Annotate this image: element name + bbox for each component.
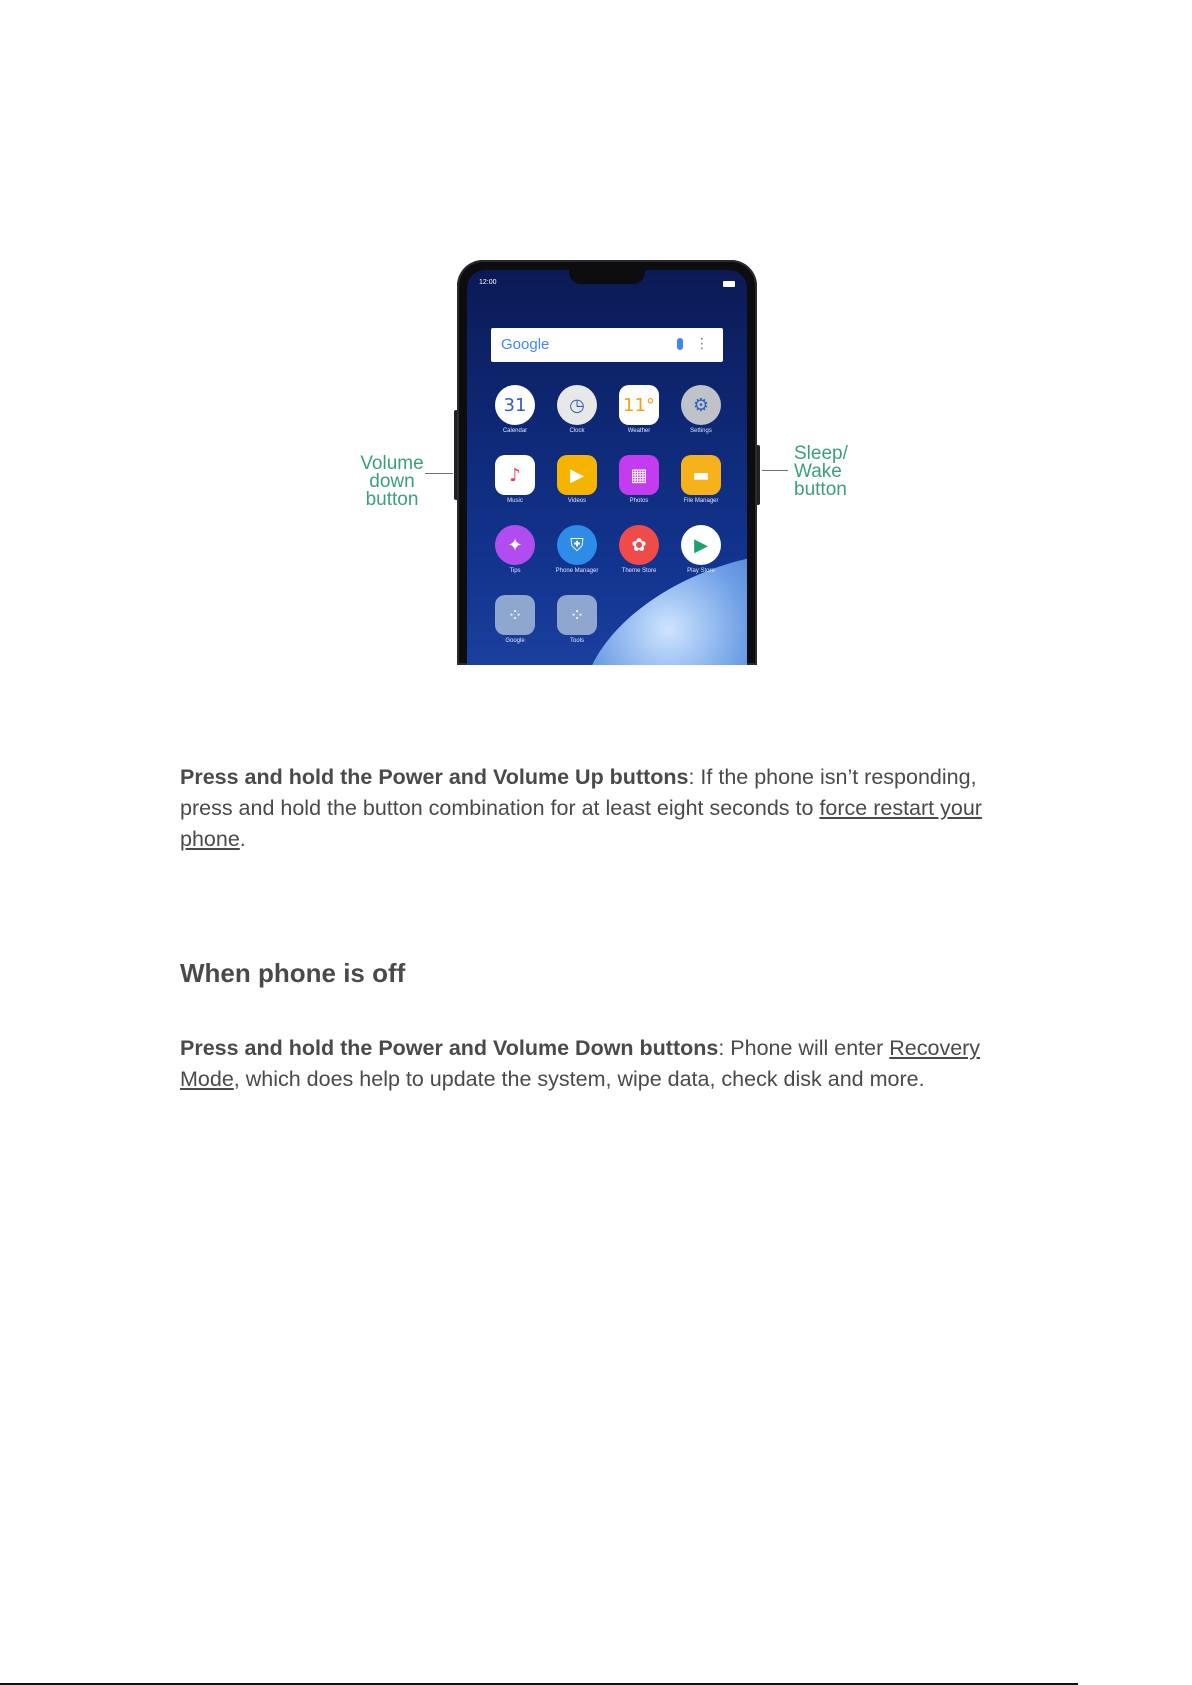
lightbulb-icon: ✦ — [495, 525, 535, 565]
app-label: Tips — [509, 568, 521, 574]
app-phone-manager — [547, 525, 607, 574]
force-restart-link[interactable]: force restart your phone — [180, 796, 982, 851]
app-label: Play Store — [687, 568, 715, 574]
app-photos — [609, 455, 669, 504]
app-clock — [547, 385, 607, 434]
callout-line: Wake — [794, 461, 842, 482]
app-label: Clock — [569, 428, 585, 434]
paragraph-end: , which does help to update the system, wipe data, check disk and more. — [233, 1067, 925, 1091]
app-label: Videos — [567, 498, 587, 504]
calendar-icon: 31 — [495, 385, 535, 425]
paragraph-force-restart — [180, 762, 1020, 855]
app-tips — [485, 525, 545, 574]
phone-illustration — [457, 260, 757, 665]
callout-line: down button — [365, 471, 419, 510]
google-logo: Google — [501, 336, 550, 353]
paragraph-recovery-mode — [180, 1033, 1020, 1095]
app-google — [485, 595, 545, 644]
paragraph-text: : Phone will enter — [718, 1036, 890, 1060]
weather-icon: 11° — [619, 385, 659, 425]
app-label: Weather — [627, 428, 651, 434]
app-label: Tools — [569, 638, 584, 644]
app-music — [485, 455, 545, 504]
app-label: Phone Manager — [555, 568, 599, 574]
app-label: Calendar — [502, 428, 528, 434]
leader-line-right — [762, 470, 788, 471]
app-calendar — [485, 385, 545, 434]
palette-icon: ✿ — [619, 525, 659, 565]
bold-instruction: Press and hold the Power and Volume Up buttons — [180, 765, 689, 789]
mic-icon — [677, 338, 683, 350]
section-heading: When phone is off — [180, 958, 406, 988]
app-label: Music — [507, 498, 523, 504]
app-play-store — [671, 525, 731, 574]
callout-line: button — [794, 479, 847, 500]
play-store-icon: ▶ — [681, 525, 721, 565]
clock-icon: ◷ — [557, 385, 597, 425]
app-label: Theme Store — [621, 568, 657, 574]
phone-screen — [467, 270, 747, 665]
phone-notch — [569, 270, 645, 284]
app-videos — [547, 455, 607, 504]
battery-icon — [723, 281, 735, 287]
more-icon: ⋮ — [695, 336, 709, 352]
photos-icon: ▦ — [619, 455, 659, 495]
app-label: Google — [505, 638, 525, 644]
app-label: Photos — [629, 498, 649, 504]
app-label: File Manager — [683, 498, 719, 504]
play-icon: ▶ — [557, 455, 597, 495]
app-settings — [671, 385, 731, 434]
volume-down-callout — [342, 455, 442, 509]
app-label: Settings — [690, 428, 712, 434]
google-search-bar — [491, 328, 723, 362]
callout-line: Sleep/ — [794, 443, 848, 464]
folder-icon: ▬ — [681, 455, 721, 495]
phone-buttons-figure — [330, 255, 870, 665]
app-tools — [547, 595, 607, 644]
folder-google-icon: ⁘ — [495, 595, 535, 635]
paragraph-end: . — [239, 827, 246, 851]
sleep-wake-callout — [794, 445, 864, 499]
gear-icon: ⚙ — [681, 385, 721, 425]
callout-line: Volume — [360, 453, 424, 474]
status-time: 12:00 — [479, 279, 497, 286]
shield-icon: ⛨ — [557, 525, 597, 565]
bold-instruction: Press and hold the Power and Volume Down buttons — [180, 1036, 719, 1060]
app-theme-store — [609, 525, 669, 574]
app-weather — [609, 385, 669, 434]
recovery-mode-link[interactable]: Recovery Mode — [180, 1036, 981, 1091]
app-file-manager — [671, 455, 731, 504]
leader-line-left — [425, 473, 453, 474]
folder-tools-icon: ⁘ — [557, 595, 597, 635]
paragraph-text: : If the phone isn’t responding, press and hold the button combination for at least eight seconds to — [180, 765, 977, 820]
music-icon: ♪ — [495, 455, 535, 495]
